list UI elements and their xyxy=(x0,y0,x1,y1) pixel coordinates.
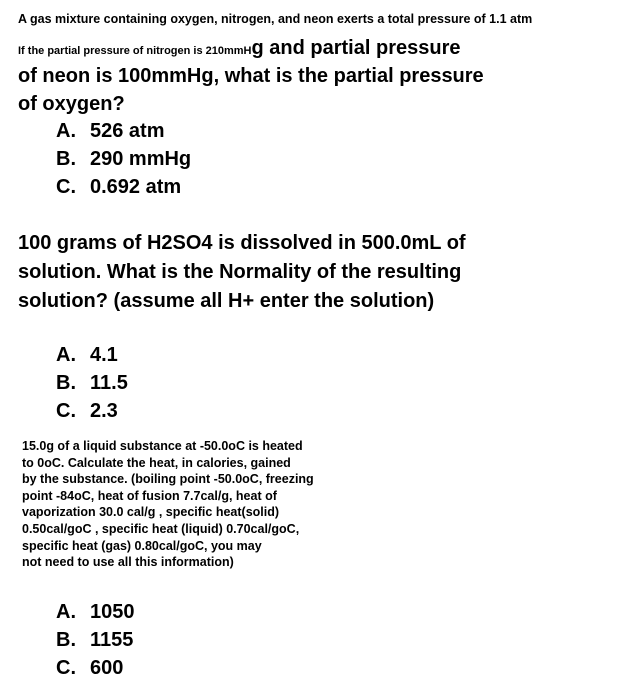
question-1-body xyxy=(18,62,618,118)
question-3-line-5: vaporization 30.0 cal/g , specific heat(solid) xyxy=(22,505,280,520)
question-2-option-a xyxy=(56,344,118,367)
option-letter: C. xyxy=(56,400,76,422)
option-letter: A. xyxy=(56,120,76,142)
question-1-intro: A gas mixture containing oxygen, nitrogen, and neon exerts a total pressure of 1.1 atm xyxy=(18,12,533,26)
option-letter: B. xyxy=(56,629,76,651)
question-3-option-b xyxy=(56,629,133,652)
option-letter: B. xyxy=(56,148,76,170)
option-text: 526 atm xyxy=(90,120,165,142)
option-letter: A. xyxy=(56,601,76,623)
question-2-option-b xyxy=(56,372,128,395)
question-3-line-1: 15.0g of a liquid substance at -50.0oC is heated xyxy=(22,439,303,453)
question-3-line-7: specific heat (gas) 0.80cal/goC, you may xyxy=(22,538,262,553)
question-1-line-2-big: g and partial pressure xyxy=(251,37,461,59)
question-3-line-3: by the substance. (boiling point -50.0oC, freezing xyxy=(22,472,314,487)
option-text: 1155 xyxy=(90,629,134,651)
option-text: 0.692 atm xyxy=(90,176,182,198)
option-letter: B. xyxy=(56,372,76,394)
question-3-line-6: 0.50cal/goC , specific heat (liquid) 0.70cal/goC, xyxy=(22,521,300,536)
question-3-body xyxy=(22,438,362,571)
option-text: 2.3 xyxy=(90,400,118,422)
option-text: 11.5 xyxy=(90,372,128,394)
question-1-option-c xyxy=(56,176,181,199)
question-1-option-a xyxy=(56,120,165,143)
question-2-body xyxy=(18,229,618,316)
question-3-option-c xyxy=(56,657,123,680)
option-letter: C. xyxy=(56,176,76,198)
option-text: 600 xyxy=(90,657,124,679)
option-text: 290 mmHg xyxy=(90,148,192,170)
option-text: 1050 xyxy=(90,601,135,623)
question-2-line-2: solution. What is the Normality of the resulting xyxy=(18,261,462,283)
option-letter: C. xyxy=(56,657,76,679)
question-1-line-2-small: If the partial pressure of nitrogen is 210mmH xyxy=(18,45,252,57)
question-2-option-c xyxy=(56,400,118,423)
question-2-line-3: solution? (assume all H+ enter the solution) xyxy=(18,290,435,312)
question-1-option-b xyxy=(56,148,191,171)
question-3-option-a xyxy=(56,601,135,624)
question-3-line-2: to 0oC. Calculate the heat, in calories, gained xyxy=(22,455,291,470)
question-1-line-4: of oxygen? xyxy=(18,93,125,115)
option-letter: A. xyxy=(56,344,76,366)
question-2-line-1: 100 grams of H2SO4 is dissolved in 500.0mL of xyxy=(18,232,466,254)
question-3-line-8: not need to use all this information) xyxy=(22,555,234,570)
question-1-line-2 xyxy=(18,36,460,63)
option-text: 4.1 xyxy=(90,344,118,366)
question-3-line-4: point -84oC, heat of fusion 7.7cal/g, heat of xyxy=(22,488,277,503)
question-1-line-3: of neon is 100mmHg, what is the partial pressure xyxy=(18,65,484,87)
